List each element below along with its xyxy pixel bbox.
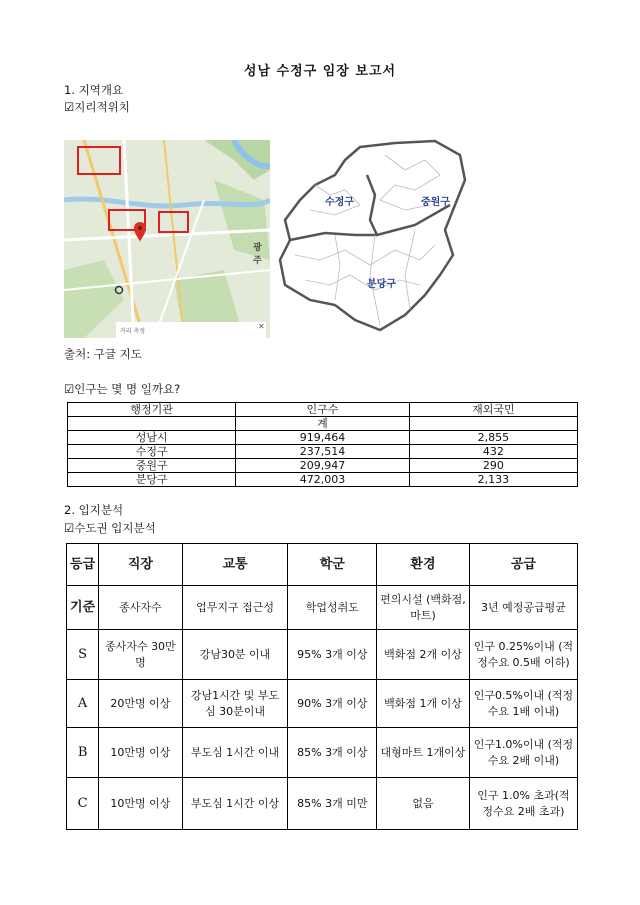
header-cell: 등급 — [67, 544, 99, 586]
table-cell: 209,947 — [236, 459, 409, 473]
table-cell: 3년 예정공급평균 — [469, 586, 577, 630]
map-source-caption: 출처: 구글 지도 — [64, 347, 142, 361]
header-cell: 학군 — [288, 544, 377, 586]
table-row — [67, 630, 578, 680]
criteria-label: 기준 — [67, 586, 99, 630]
subheader-cell-total: 계 — [236, 417, 409, 431]
table-cell: 95% 3개 이상 — [288, 630, 377, 680]
table-cell: 290 — [409, 459, 577, 473]
table-cell: 인구1.0%이내 (적정수요 2배 이내) — [469, 728, 577, 778]
table-cell: 10만명 이상 — [99, 778, 182, 830]
google-map-image — [64, 140, 270, 338]
table-cell: 인구 0.25%이내 (적정수요 0.5배 이하) — [469, 630, 577, 680]
table-cell: 백화점 2개 이상 — [377, 630, 470, 680]
grade-cell: B — [67, 728, 99, 778]
header-cell: 재외국민 — [409, 403, 577, 417]
table-cell: 백화점 1개 이상 — [377, 680, 470, 728]
table-cell: 인구0.5%이내 (적정수요 1배 이내) — [469, 680, 577, 728]
district-label-bundang: 분당구 — [367, 279, 396, 290]
table-cell: 부도심 1시간 이상 — [182, 778, 288, 830]
table-cell: 종사자수 30만명 — [99, 630, 182, 680]
criteria-row — [67, 586, 578, 630]
table-cell — [68, 417, 236, 431]
table-cell: 20만명 이상 — [99, 680, 182, 728]
table-row — [67, 680, 578, 728]
table-cell: 90% 3개 이상 — [288, 680, 377, 728]
map-close-icon[interactable]: ✕ — [258, 322, 265, 331]
table-cell: 중원구 — [68, 459, 236, 473]
grade-cell: A — [67, 680, 99, 728]
table-cell: 2,855 — [409, 431, 577, 445]
table-cell: 강남30분 이내 — [182, 630, 288, 680]
grade-cell: S — [67, 630, 99, 680]
table-row — [68, 431, 578, 445]
section-heading-overview: 1. 지역개요 — [64, 83, 124, 97]
header-cell: 행정기관 — [68, 403, 236, 417]
table-cell: 없음 — [377, 778, 470, 830]
table-cell: 부도심 1시간 이내 — [182, 728, 288, 778]
table-cell: 편의시설 (백화점,마트) — [377, 586, 470, 630]
map-label-gwangju: 광주 — [253, 243, 262, 266]
table-cell: 수정구 — [68, 445, 236, 459]
page-title: 성남 수정구 임장 보고서 — [243, 64, 397, 79]
section-heading-location-analysis: 2. 입지분석 — [64, 503, 124, 517]
header-cell: 직장 — [99, 544, 182, 586]
district-label-sujeong: 수정구 — [325, 197, 354, 208]
table-cell — [409, 417, 577, 431]
header-cell: 공급 — [469, 544, 577, 586]
population-table — [67, 402, 578, 487]
table-row — [68, 459, 578, 473]
table-cell: 2,133 — [409, 473, 577, 487]
table-cell: 학업성취도 — [288, 586, 377, 630]
table-cell: 85% 3개 이상 — [288, 728, 377, 778]
table-row — [68, 445, 578, 459]
table-cell: 분당구 — [68, 473, 236, 487]
map-distance-label: 거리 측정 — [120, 328, 146, 335]
table-cell: 85% 3개 미만 — [288, 778, 377, 830]
table-cell: 강남1시간 및 부도심 30분이내 — [182, 680, 288, 728]
table-header-row — [67, 544, 578, 586]
table-subheader-row — [68, 417, 578, 431]
table-cell: 432 — [409, 445, 577, 459]
subheading-geo-location: ☑지리적위치 — [64, 100, 130, 114]
header-cell: 환경 — [377, 544, 470, 586]
table-row — [67, 728, 578, 778]
subheading-population: ☑인구는 몇 명 일까요? — [64, 382, 181, 396]
header-cell: 인구수 — [236, 403, 409, 417]
table-cell: 237,514 — [236, 445, 409, 459]
district-outline-map — [275, 135, 475, 335]
table-cell: 대형마트 1개이상 — [377, 728, 470, 778]
table-cell: 업무지구 접근성 — [182, 586, 288, 630]
table-cell: 성남시 — [68, 431, 236, 445]
table-cell: 10만명 이상 — [99, 728, 182, 778]
table-cell: 종사자수 — [99, 586, 182, 630]
location-analysis-table — [66, 543, 578, 830]
table-row — [68, 473, 578, 487]
table-cell: 919,464 — [236, 431, 409, 445]
table-cell: 472,003 — [236, 473, 409, 487]
subheading-capital-area: ☑수도권 입지분석 — [64, 521, 156, 535]
district-label-jungwon: 중원구 — [421, 197, 450, 208]
table-header-row — [68, 403, 578, 417]
header-cell: 교통 — [182, 544, 288, 586]
grade-cell: C — [67, 778, 99, 830]
table-row — [67, 778, 578, 830]
table-cell: 인구 1.0% 초과(적정수요 2배 초과) — [469, 778, 577, 830]
